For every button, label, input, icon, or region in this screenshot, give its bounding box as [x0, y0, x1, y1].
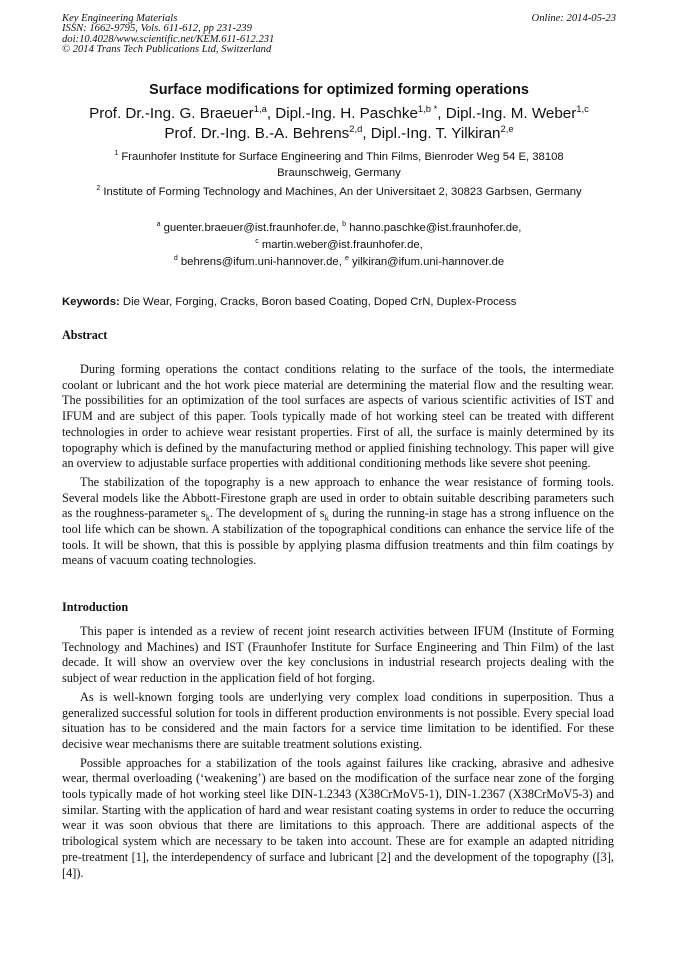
affiliation-1 — [80, 150, 598, 181]
email-address[interactable]: martin.weber@ist.fraunhofer.de, — [261, 239, 423, 251]
abstract-body — [62, 362, 614, 572]
keywords-label: Keywords: — [62, 296, 120, 308]
email-mark: e — [344, 255, 349, 263]
abstract-heading: Abstract — [62, 328, 108, 342]
email-address[interactable]: behrens@ifum.uni-hannover.de, — [180, 256, 342, 268]
author-affil-mark: 1,a — [253, 102, 267, 114]
paper-title: Surface modifications for optimized forming operations — [149, 82, 529, 98]
introduction-paragraph-1: This paper is intended as a review of recent joint research activities between IFUM (Institute of Forming Technology and Machines) and IST (Fraunhofer Institute for Surface Engineering and Thin Film) of the last decade. It will show an overview over the key conclusions in industrial research projects dealing with the subject of wear reduction in the application field of hot forging. — [62, 624, 614, 686]
email-mark: a — [156, 221, 161, 229]
introduction-paragraph-2: As is well-known forging tools are underlying very complex load conditions in superposition. Thus a generalized successful solution for tools in different production environments is not possible. Every special load situation has to be considered and the main factors for a service time limitation to be identified. For these decisive wear mechanisms there are suitable treatment solutions existing. — [62, 689, 614, 751]
journal-header — [62, 14, 274, 56]
author-affil-mark: 1,b * — [417, 102, 438, 114]
abstract-text: The stabilization of the topography is a new approach to enhance the wear resistance of forming tools. Several models like the Abbott-Firestone graph are used in order to obtain suitable describing parameters such as the roughness-parameter s — [62, 474, 614, 521]
author-list: Prof. Dr.-Ing. G. Braeuer$^{1,a}$, Dipl.-Ing. H. Paschke$^{1,b *}$, Dipl.-Ing. M. Weber$^{1,c}$ Prof. Dr.-Ing. B.-A. Behrens$^{2,d}$, Dipl.-Ing. T. Yilkiran$^{2,e}$ — [89, 102, 589, 142]
abstract-paragraph-1: During forming operations the contact conditions relating to the surface of the tools, the intermediate coolant or lubricant and the hot work piece material are determining the material flow and the resulting wear. The possibilities for an optimization of the tool surfaces are aspects of various scientific activities of IST and IFUM and are subject of this paper. Tools typically made of hot working steel can be treated with different technologies in order to achieve wear resistant properties. First of all, the surface is mainly determined by its topography which is defined by the manufacturing method or applied finishing technology. This paper will give an overview to adjustable surface properties with additional conditioning methods like severe shot peening. — [62, 362, 614, 471]
author-affil-mark: 2,e — [500, 122, 514, 134]
author-name: Dipl.-Ing. M. Weber — [445, 105, 577, 122]
copyright-line: © 2014 Trans Tech Publications Ltd, Switzerland — [62, 44, 272, 56]
abstract-text: . The development of s — [210, 506, 325, 521]
affiliation-text: Institute of Forming Technology and Machines, An der Universitaet 2, 30823 Garbsen, Germany — [103, 186, 582, 198]
keywords-line — [62, 296, 618, 308]
email-mark: b — [342, 221, 347, 229]
affiliation-2 — [80, 185, 598, 201]
introduction-body — [62, 624, 614, 884]
author-name: Prof. Dr.-Ing. B.-A. Behrens — [164, 125, 350, 142]
subscript: k — [205, 512, 211, 523]
author-affil-mark: 1,c — [576, 102, 589, 114]
email-address[interactable]: yilkiran@ifum.uni-hannover.de — [352, 256, 505, 268]
author-name: Dipl.-Ing. H. Paschke — [275, 105, 418, 122]
issn-line: ISSN: 1662-9795, Vols. 611-612, pp 231-239 — [62, 23, 252, 35]
online-date: Online: 2014-05-23 — [531, 13, 616, 24]
affiliation-mark: 2 — [96, 185, 101, 193]
keywords-text: Die Wear, Forging, Cracks, Boron based Coating, Doped CrN, Duplex-Process — [122, 296, 517, 308]
affiliation-text: Fraunhofer Institute for Surface Engineering and Thin Films, Bienroder Weg 54 E, 38108 Braunschweig, Germany — [121, 151, 564, 179]
subscript: k — [324, 512, 329, 523]
introduction-paragraph-3: Possible approaches for a stabilization of the tools against failures like cracking, abrasive and adhesive wear, thermal overloading (‘weakening’) are based on the modification of the surface near zone of the forging tools typically made of hot working steel like DIN-1.2343 (X38CrMoV5-1), DIN-1.2367 (X38CrMoV5-3) and similar. Starting with the application of hard and wear resistant coating systems in order to reduce the occurring wear it was soon obvious that there are limitations to this approach. There are additional aspects of the tribological system which are necessary to be taken into account. These are for example an adapted nitriding pre-treatment [1], the interdependency of surface and lubricant [2] and the development of the topography ([3], [4]). — [62, 755, 614, 880]
email-list — [80, 220, 598, 271]
abstract-text: during the running-in stage has a strong influence on the tool life which can be shown. A stabilization of the topographical conditions can enhance the service life of the tools. It will be shown, that this is possible by applying plasma diffusion treatments and thin film coatings by means of vacuum coating technologies. — [62, 506, 614, 568]
journal-name: Key Engineering Materials — [62, 13, 178, 24]
affiliation-mark: 1 — [114, 150, 119, 158]
doi-line[interactable]: doi:10.4028/www.scientific.net/KEM.611-612.231 — [62, 33, 275, 45]
author-affil-mark: 2,d — [349, 122, 363, 134]
email-address[interactable]: hanno.paschke@ist.fraunhofer.de, — [349, 222, 522, 234]
author-name: Prof. Dr.-Ing. G. Braeuer — [89, 105, 254, 122]
email-address[interactable]: guenter.braeuer@ist.fraunhofer.de, — [163, 222, 339, 234]
email-mark: d — [173, 255, 178, 263]
introduction-heading: Introduction — [62, 600, 129, 614]
author-name: Dipl.-Ing. T. Yilkiran — [370, 125, 501, 142]
abstract-paragraph-2 — [62, 475, 614, 569]
email-mark: c — [255, 238, 259, 246]
